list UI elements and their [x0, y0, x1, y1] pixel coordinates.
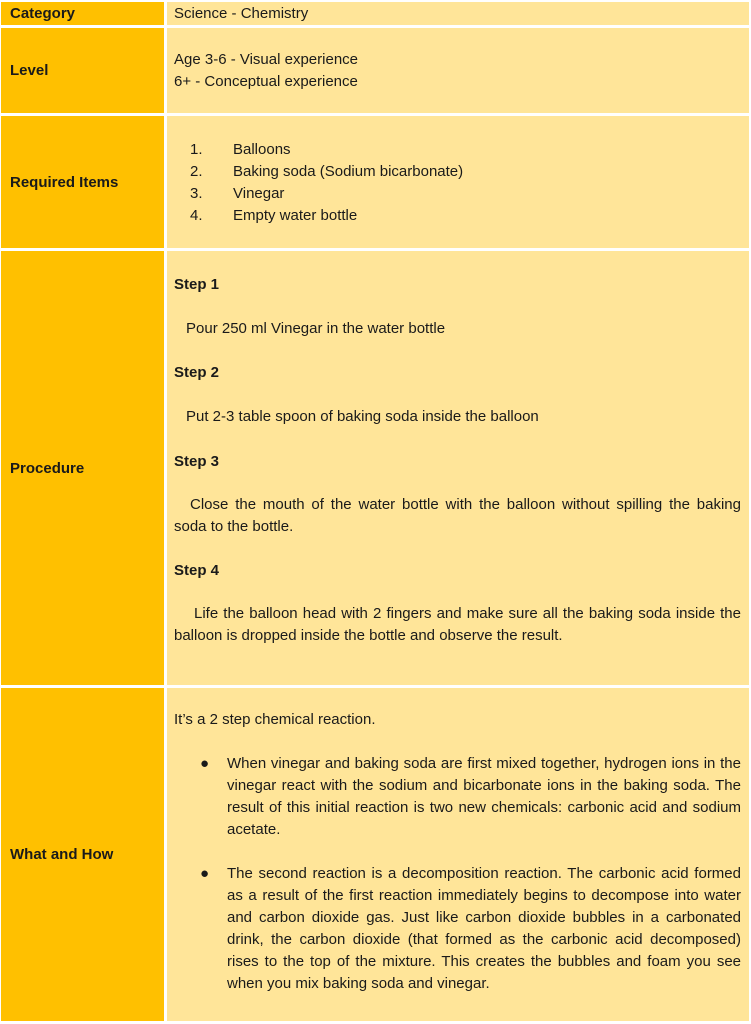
required-items-list	[174, 116, 741, 227]
row-level	[1, 28, 749, 113]
step-text: Life the balloon head with 2 fingers and make sure all the baking soda inside the balloon is dropped inside the bottle and observe the result.	[174, 605, 741, 644]
list-number: 4.	[190, 207, 203, 224]
list-item	[200, 863, 741, 995]
procedure-label: Procedure	[1, 251, 164, 685]
list-text: Balloons	[233, 141, 291, 158]
list-item	[174, 183, 741, 205]
step-title: Step 4	[174, 562, 220, 579]
step-title: Step 1	[174, 276, 220, 293]
what-and-how-label: What and How	[1, 688, 164, 1021]
step-title: Step 3	[174, 453, 220, 470]
required-items-value	[167, 116, 749, 248]
category-label: Category	[1, 2, 164, 25]
required-items-label: Required Items	[1, 116, 164, 248]
list-number: 1.	[190, 141, 203, 158]
list-item	[174, 139, 741, 161]
level-value	[167, 28, 749, 113]
list-text: Empty water bottle	[233, 207, 358, 224]
row-category	[1, 2, 749, 25]
step-text: Put 2-3 table spoon of baking soda inside the balloon	[186, 408, 539, 425]
bullet-icon: ●	[200, 865, 210, 882]
bullet-text: When vinegar and baking soda are first mixed together, hydrogen ions in the vinegar react with the sodium and bicarbonate ions in the baking soda. The result of this initial reaction is two new chemicals: carbonic acid and sodium acetate.	[227, 755, 741, 838]
list-item	[174, 161, 741, 183]
list-number: 2.	[190, 163, 203, 180]
row-procedure	[1, 251, 749, 685]
list-text: Vinegar	[233, 185, 285, 202]
step-title: Step 2	[174, 364, 220, 381]
level-line: 6+ - Conceptual experience	[174, 73, 358, 90]
list-item	[174, 205, 741, 227]
reaction-intro: It’s a 2 step chemical reaction.	[174, 711, 376, 728]
bullet-text: The second reaction is a decomposition reaction. The carbonic acid formed as a result of the first reaction immediately begins to decompose into water and carbon dioxide gas. Just like carbon dioxide bubbles in a carbonated drink, the carbon dioxide (that formed as the carbonic acid decomposed) rises to the top of the mixture. This creates the bubbles and foam you see when you mix baking soda and vinegar.	[227, 865, 741, 992]
step-text: Close the mouth of the water bottle with the balloon without spilling the baking soda to the bottle.	[174, 496, 741, 535]
procedure-value	[167, 251, 749, 685]
list-text: Baking soda (Sodium bicarbonate)	[233, 163, 464, 180]
category-value: Science - Chemistry	[167, 2, 749, 25]
row-what-and-how	[1, 688, 749, 1021]
level-label: Level	[1, 28, 164, 113]
what-and-how-value	[167, 688, 749, 1021]
list-number: 3.	[190, 185, 203, 202]
bullet-icon: ●	[200, 755, 210, 772]
step-text: Pour 250 ml Vinegar in the water bottle	[186, 320, 446, 337]
row-required-items	[1, 116, 749, 248]
list-item	[200, 753, 741, 841]
level-line: Age 3-6 - Visual experience	[174, 51, 358, 68]
